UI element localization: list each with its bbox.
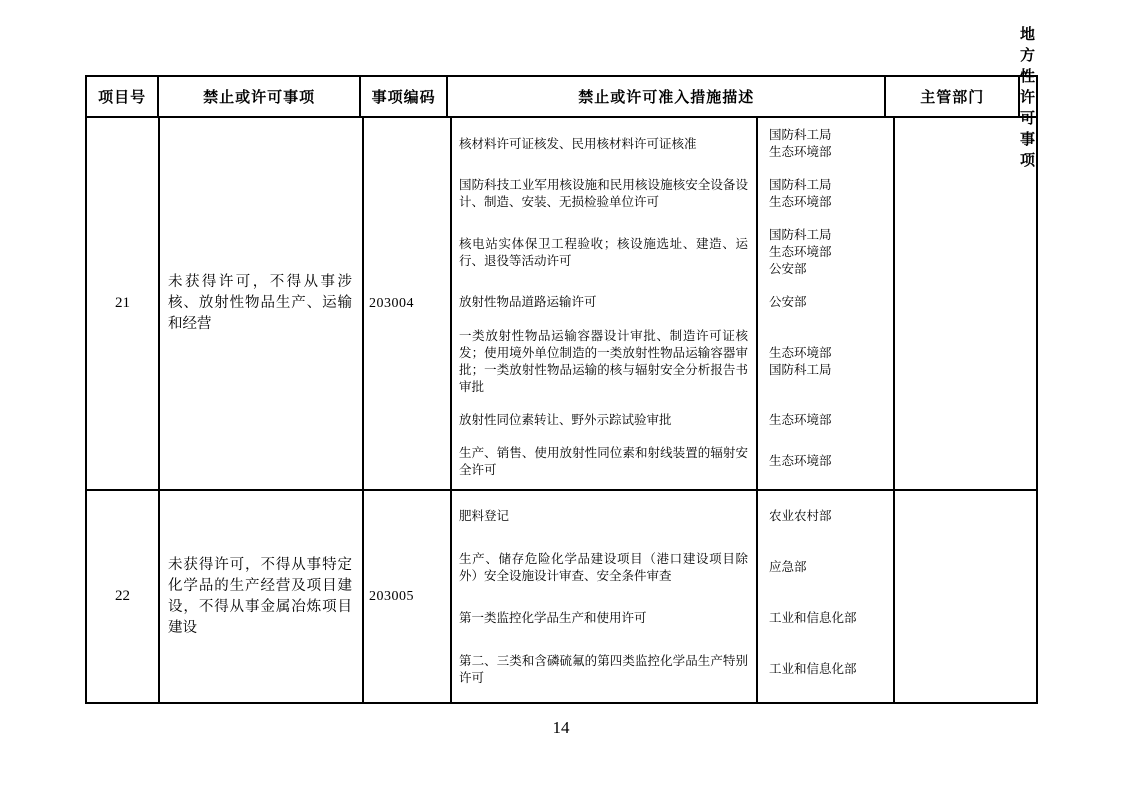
department: 工业和信息化部	[769, 611, 857, 626]
header-item-no: 项目号	[87, 77, 159, 116]
department: 生态环境部	[769, 145, 832, 159]
measure-row	[452, 445, 893, 479]
measure-row	[452, 227, 893, 278]
measure-text: 生产、储存危险化学品建设项目（港口建设项目除外）安全设施设计审查、安全条件审查	[459, 551, 748, 583]
local-permit-cell	[895, 491, 1036, 702]
department-list	[758, 345, 893, 379]
measure-list	[452, 118, 893, 489]
department-list	[758, 294, 893, 311]
item-desc-cell	[160, 491, 364, 702]
department: 生态环境部	[769, 195, 832, 210]
measure-row	[452, 653, 893, 687]
measure-text: 生产、销售、使用放射性同位素和射线装置的辐射安全许可	[459, 445, 748, 477]
measures-departments-cell	[452, 118, 895, 489]
department: 公安部	[769, 295, 807, 310]
department: 国防科工局	[769, 228, 832, 243]
measure-text: 核电站实体保卫工程验收；核设施选址、建造、运行、退役等活动许可	[459, 236, 748, 268]
page-number: 14	[552, 718, 570, 737]
department: 国防科工局	[769, 362, 832, 377]
department: 生态环境部	[769, 412, 832, 427]
item-code-cell	[364, 491, 452, 702]
header-local-permit-item: 地方性许可事项	[1019, 27, 1036, 169]
permit-items-table	[85, 27, 1038, 704]
measure-row	[452, 177, 893, 211]
department-list	[758, 559, 893, 576]
measure-text: 核材料许可证核发、民用核材料许可证核准	[459, 136, 697, 151]
department: 国防科工局	[769, 128, 832, 142]
item-desc-text: 未获得许可，不得从事特定化学品的生产经营及项目建设，不得从事金属冶炼项目建设	[168, 556, 352, 636]
measure-row	[452, 508, 893, 525]
measures-departments-cell	[452, 491, 895, 702]
department-list	[758, 227, 893, 278]
measure-text: 一类放射性物品运输容器设计审批、制造许可证核发；使用境外单位制造的一类放射性物品运输容器审批；一类放射性物品运输的核与辐射安全分析报告书审批	[459, 328, 748, 394]
department: 生态环境部	[769, 245, 832, 260]
department-list	[758, 661, 893, 678]
department-list	[758, 508, 893, 525]
column-divider	[756, 118, 758, 489]
measure-row	[452, 328, 893, 396]
department-list	[758, 127, 893, 161]
measure-text: 肥料登记	[459, 509, 510, 523]
department-list	[758, 453, 893, 470]
department: 生态环境部	[769, 454, 832, 469]
department-list	[758, 412, 893, 429]
header-measure-description: 禁止或许可准入措施描述	[448, 77, 886, 116]
department: 应急部	[769, 560, 807, 575]
table-row	[87, 491, 1036, 702]
item-code-text: 203005	[369, 588, 414, 604]
measure-text: 第一类监控化学品生产和使用许可	[459, 611, 647, 626]
measure-row	[452, 610, 893, 627]
item-code-cell	[364, 118, 452, 489]
measure-row	[452, 127, 893, 161]
department-list	[758, 177, 893, 211]
measure-row	[452, 294, 893, 311]
measure-list	[452, 491, 893, 702]
item-desc-cell	[160, 118, 364, 489]
table-row	[87, 118, 1036, 491]
item-code-text: 203004	[369, 295, 414, 311]
measure-row	[452, 412, 893, 429]
item-no-cell: 22	[87, 491, 160, 702]
department: 工业和信息化部	[769, 662, 857, 677]
header-prohibited-or-permitted-item: 禁止或许可事项	[159, 77, 361, 116]
measure-text: 国防科技工业军用核设施和民用核设施核安全设备设计、制造、安装、无损检验单位许可	[459, 178, 748, 210]
item-desc-text: 未获得许可，不得从事涉核、放射性物品生产、运输和经营	[168, 274, 352, 332]
header-competent-department: 主管部门	[886, 77, 1020, 116]
department-list	[758, 610, 893, 627]
measure-row	[452, 551, 893, 585]
local-permit-cell	[895, 118, 1036, 489]
measure-text: 第二、三类和含磷硫氟的第四类监控化学品生产特别许可	[459, 653, 748, 685]
department: 国防科工局	[769, 178, 832, 193]
department: 公安部	[769, 262, 807, 277]
item-no-cell: 21	[87, 118, 160, 489]
header-item-code: 事项编码	[361, 77, 448, 116]
column-divider	[756, 491, 758, 702]
measure-text: 放射性物品道路运输许可	[459, 295, 597, 310]
department: 生态环境部	[769, 345, 832, 360]
department: 农业农村部	[769, 509, 832, 523]
measure-text: 放射性同位素转让、野外示踪试验审批	[459, 412, 672, 427]
